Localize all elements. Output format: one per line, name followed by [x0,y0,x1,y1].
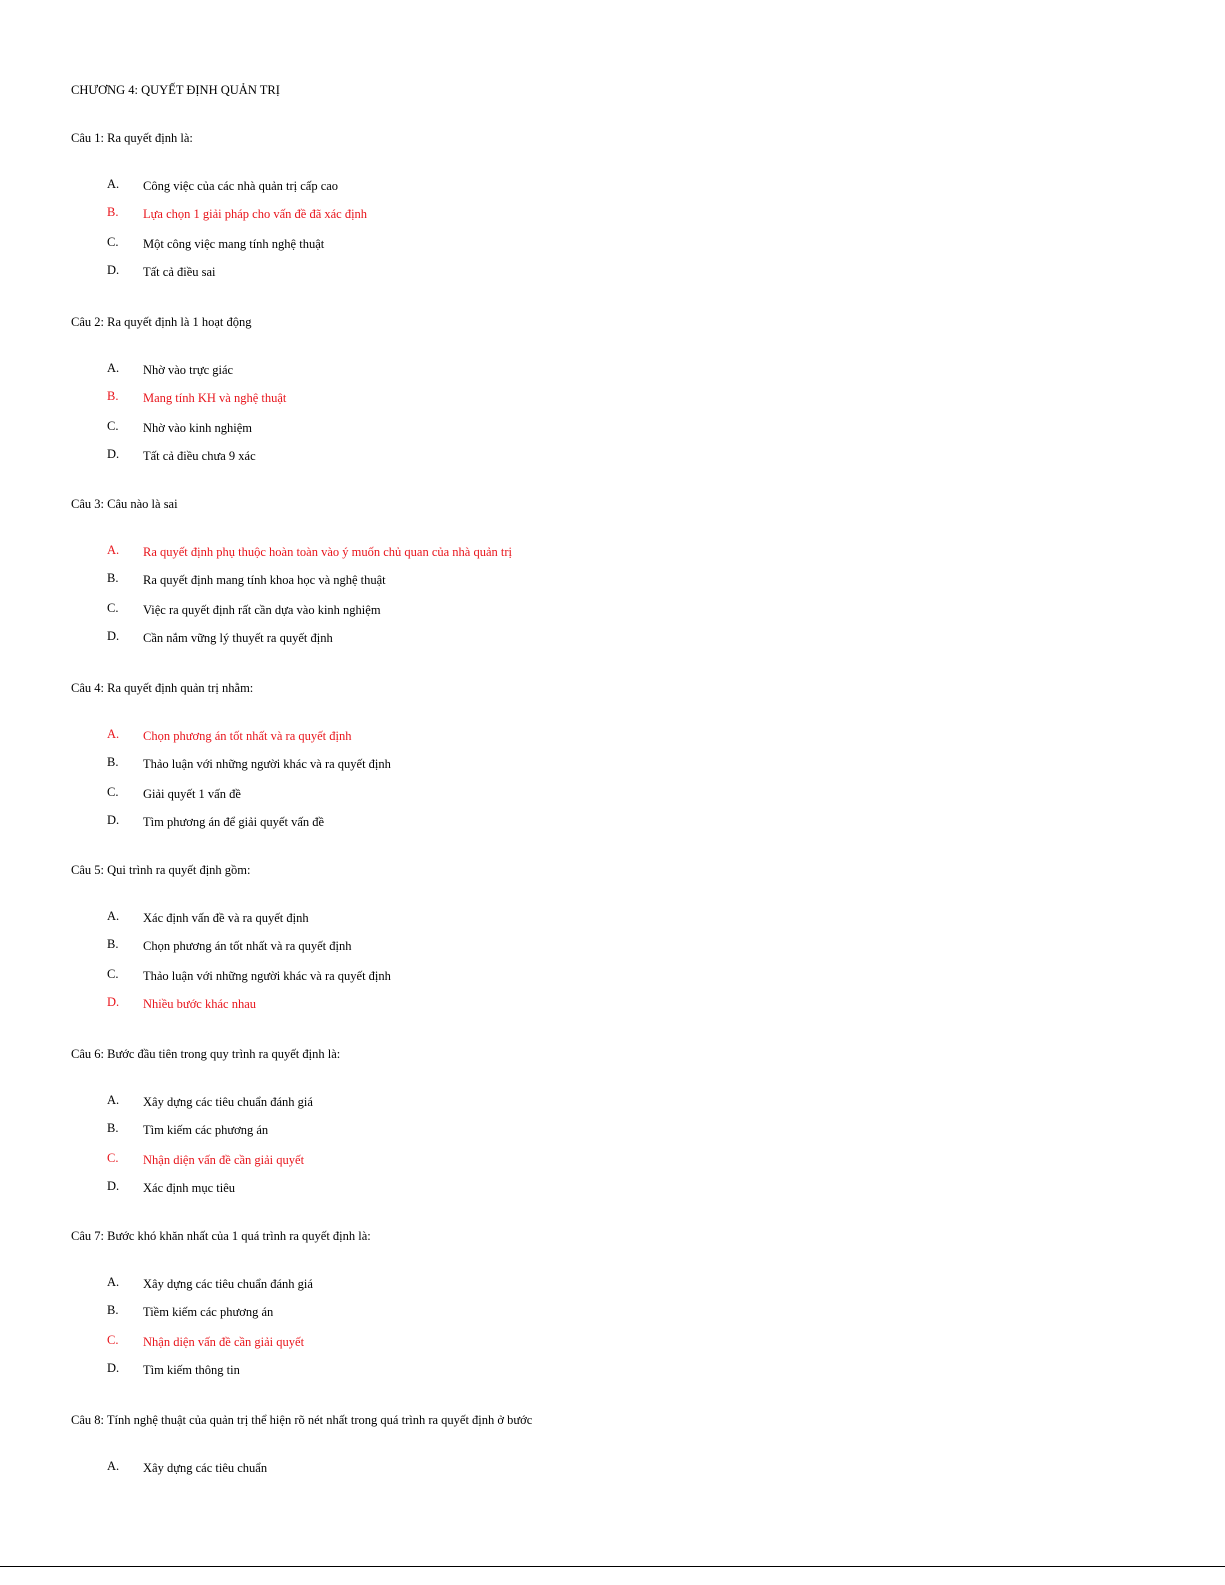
answer-letter: C. [107,967,119,981]
question-label: Câu 4: Ra quyết định quản trị nhằm: [71,681,254,695]
answer-letter: B. [107,937,119,951]
question-label: Câu 6: Bước đầu tiên trong quy trình ra quyết định là: [71,1047,341,1061]
answer-letter: C. [107,235,119,249]
answer-letter: D. [107,1179,120,1193]
question-label: Câu 1: Ra quyết định là: [71,131,193,145]
answer-letter: C. [107,785,119,799]
answer-letter: A. [107,1275,120,1289]
answer-letter: D. [107,995,120,1009]
answer-text: Một công việc mang tính nghệ thuật [143,237,325,251]
answer-text: Nhờ vào trực giác [143,363,234,377]
answer-letter: D. [107,263,120,277]
answer-letter: D. [107,1361,120,1375]
answer-text: Nhờ vào kinh nghiệm [143,421,253,435]
answer-letter: A. [107,361,120,375]
answer-letter: B. [107,205,119,219]
answer-letter: C. [107,419,119,433]
question-label: Câu 5: Qui trình ra quyết định gồm: [71,863,251,877]
answer-text: Ra quyết định phụ thuộc hoàn toàn vào ý muốn chủ quan của nhà quản trị [143,545,513,559]
answer-letter: A. [107,543,120,557]
answer-text: Mang tính KH và nghệ thuật [143,391,287,405]
answer-text: Xây dựng các tiêu chuẩn đánh giá [143,1277,313,1291]
answer-text: Thảo luận với những người khác và ra quyết định [143,969,391,983]
answer-text: Xây dựng các tiêu chuẩn [143,1461,268,1475]
answer-text: Ra quyết định mang tính khoa học và nghệ thuật [143,573,386,587]
answer-text: Nhiều bước khác nhau [143,997,257,1011]
answer-text: Tất cả điều chưa 9 xác [143,449,256,463]
answer-text: Thảo luận với những người khác và ra quyết định [143,757,391,771]
answer-text: Xây dựng các tiêu chuẩn đánh giá [143,1095,313,1109]
question-label: Câu 2: Ra quyết định là 1 hoạt động [71,315,252,329]
question-label: Câu 3: Câu nào là sai [71,497,178,511]
answer-text: Tìm kiếm các phương án [143,1123,269,1137]
answer-letter: B. [107,1303,119,1317]
answer-letter: C. [107,601,119,615]
answer-text: Công việc của các nhà quản trị cấp cao [143,179,339,193]
answer-text: Nhận diện vấn đề cần giải quyết [143,1153,305,1167]
answer-letter: A. [107,177,120,191]
question-label: Câu 8: Tính nghệ thuật của quản trị thể hiện rõ nét nhất trong quá trình ra quyết định ở bước [71,1413,533,1427]
answer-letter: B. [107,1121,119,1135]
answer-letter: A. [107,727,120,741]
answer-text: Tất cả điều sai [143,265,216,279]
answer-letter: B. [107,389,119,403]
question-label: Câu 7: Bước khó khăn nhất của 1 quá trình ra quyết định là: [71,1229,371,1243]
chapter-title: CHƯƠNG 4: QUYẾT ĐỊNH QUẢN TRỊ [71,83,280,97]
answer-text: Việc ra quyết định rất cần dựa vào kinh nghiệm [143,603,381,617]
answer-text: Cần nắm vững lý thuyết ra quyết định [143,631,333,645]
answer-letter: C. [107,1151,119,1165]
answer-text: Chọn phương án tốt nhất và ra quyết định [143,939,352,953]
answer-letter: A. [107,1459,120,1473]
page-bottom-rule [0,1566,1225,1567]
answer-letter: B. [107,755,119,769]
answer-letter: D. [107,813,120,827]
answer-text: Tìm phương án để giải quyết vấn đề [143,815,325,829]
answer-text: Tìm kiếm thông tin [143,1363,240,1377]
answer-letter: B. [107,571,119,585]
answer-text: Lựa chọn 1 giải pháp cho vấn đề đã xác định [143,207,368,221]
answer-text: Giải quyết 1 vấn đề [143,787,241,801]
answer-text: Chọn phương án tốt nhất và ra quyết định [143,729,352,743]
answer-text: Xác định mục tiêu [143,1181,235,1195]
answer-letter: A. [107,1093,120,1107]
answer-letter: D. [107,447,120,461]
answer-text: Xác định vấn đề và ra quyết định [143,911,309,925]
answer-text: Nhận diện vấn đề cần giải quyết [143,1335,305,1349]
answer-text: Tiềm kiếm các phương án [143,1305,274,1319]
answer-letter: A. [107,909,120,923]
answer-letter: C. [107,1333,119,1347]
answer-letter: D. [107,629,120,643]
